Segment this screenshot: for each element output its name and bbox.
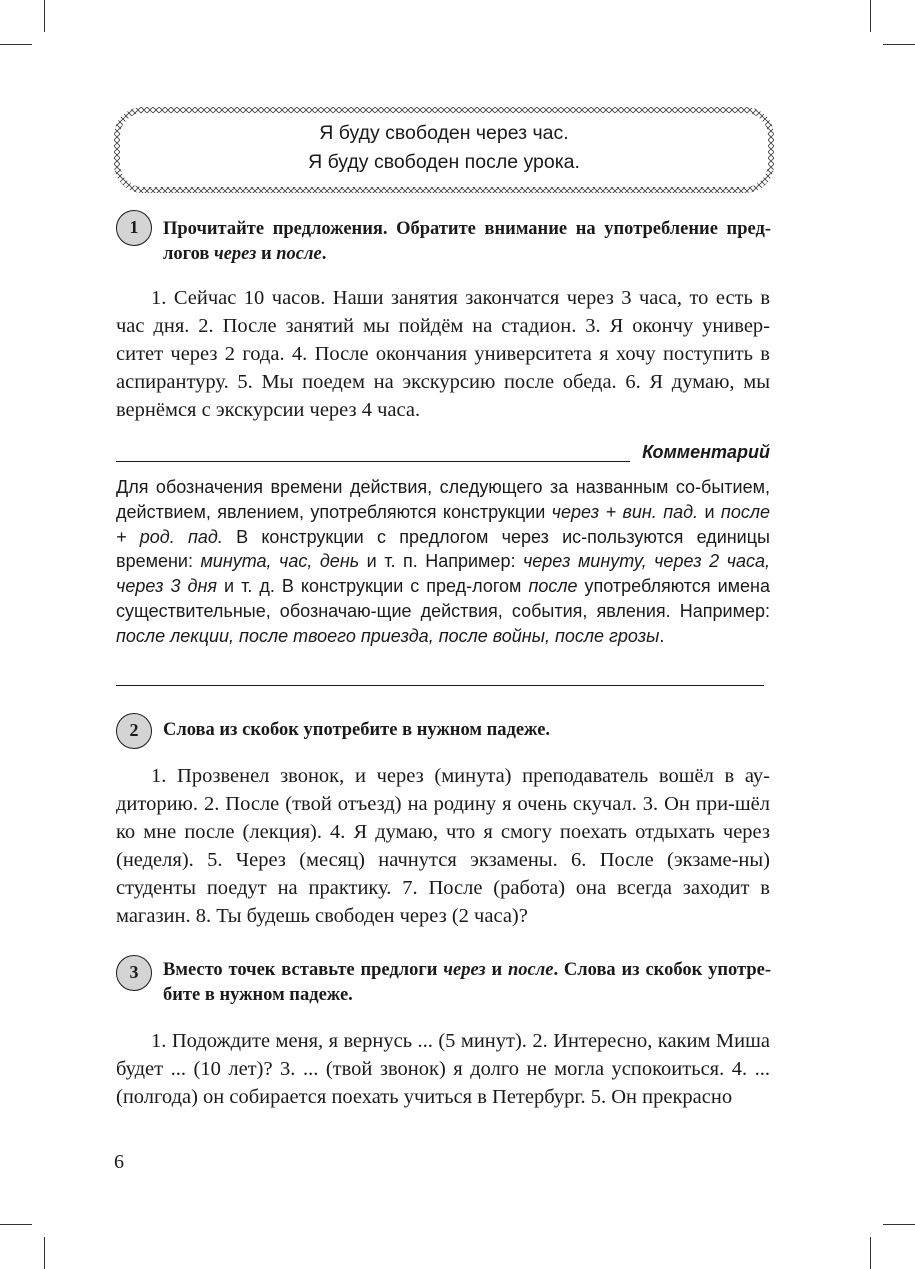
task-title: Слова из скобок употребите в нужном падеже.: [163, 720, 551, 740]
commentary-label: Комментарий: [642, 442, 770, 462]
crop-mark: [0, 1224, 32, 1225]
task-title: Прочитайте предложения. Обратите внимание на употребление пред-логов через и после.: [163, 219, 771, 264]
task-number-badge: 3: [116, 955, 152, 991]
task-title: Вместо точек вставьте предлоги через и после. Слова из скобок употре-бите в нужном падеже.: [163, 960, 771, 1005]
crop-mark: [0, 44, 32, 45]
example-line: Я буду свободен через час.: [319, 122, 569, 144]
task-number-badge: 1: [116, 210, 152, 246]
commentary-text: Для обозначения времени действия, следующего за названным со-бытием, действием, явлением, употребляются конструкции через + вин. пад. и после + род. пад. В конструкции с предлогом через ис-пользуются единицы времени: минута, час, день и т. п. Например: через минуту, через 2 часа, через 3 дня и т. д. В конструкции с пред-логом после употребляются имена существительные, обозначаю-щие действия, события, явления. Например: после лекции, после твоего приезда, после войны, после грозы.: [116, 477, 770, 646]
crop-mark: [870, 0, 871, 32]
crop-mark: [883, 44, 915, 45]
task-text: 1. Прозвенел звонок, и через (минута) преподаватель вошёл в ау-диторию. 2. После (твой отъезд) на родину я очень скучал. 3. Он при-шёл ко мне после (лекция). 4. Я думаю, что я смогу поехать отдыхать через (неделя). 5. Через (месяц) начнутся экзамены. 6. После (экзаме-ны) студенты поедут на практику. 7. После (работа) она всегда заходит в магазин. 8. Ты будешь свободен через (2 часа)?: [116, 765, 770, 927]
commentary-rule: [116, 461, 630, 462]
task-number-badge: 2: [116, 713, 152, 749]
crop-mark: [44, 0, 45, 32]
task-text: 1. Подождите меня, я вернусь ... (5 минут). 2. Интересно, каким Миша будет ... (10 лет)? 3. ... (твой звонок) я долго не могла успокоиться. 4. ... (полгода) он собирается поехать учиться в Петербург. 5. Он прекрасно: [116, 1030, 770, 1108]
crop-mark: [870, 1237, 871, 1269]
crop-mark: [883, 1224, 915, 1225]
example-line: Я буду свободен после урока.: [308, 151, 580, 173]
task-text: 1. Сейчас 10 часов. Наши занятия закончатся через 3 часа, то есть в час дня. 2. После занятий мы пойдём на стадион. 3. Я окончу универ-ситет через 2 года. 4. После окончания университета я хочу поступить в аспирантуру. 5. Мы поедем на экскурсию после обеда. 6. Я думаю, мы вернёмся с экскурсии через 4 часа.: [116, 287, 770, 421]
crop-mark: [44, 1237, 45, 1269]
commentary-header: [116, 440, 770, 466]
page-number: 6: [114, 1151, 124, 1173]
commentary-bottom-rule: [116, 685, 764, 686]
example-box: [114, 119, 774, 177]
